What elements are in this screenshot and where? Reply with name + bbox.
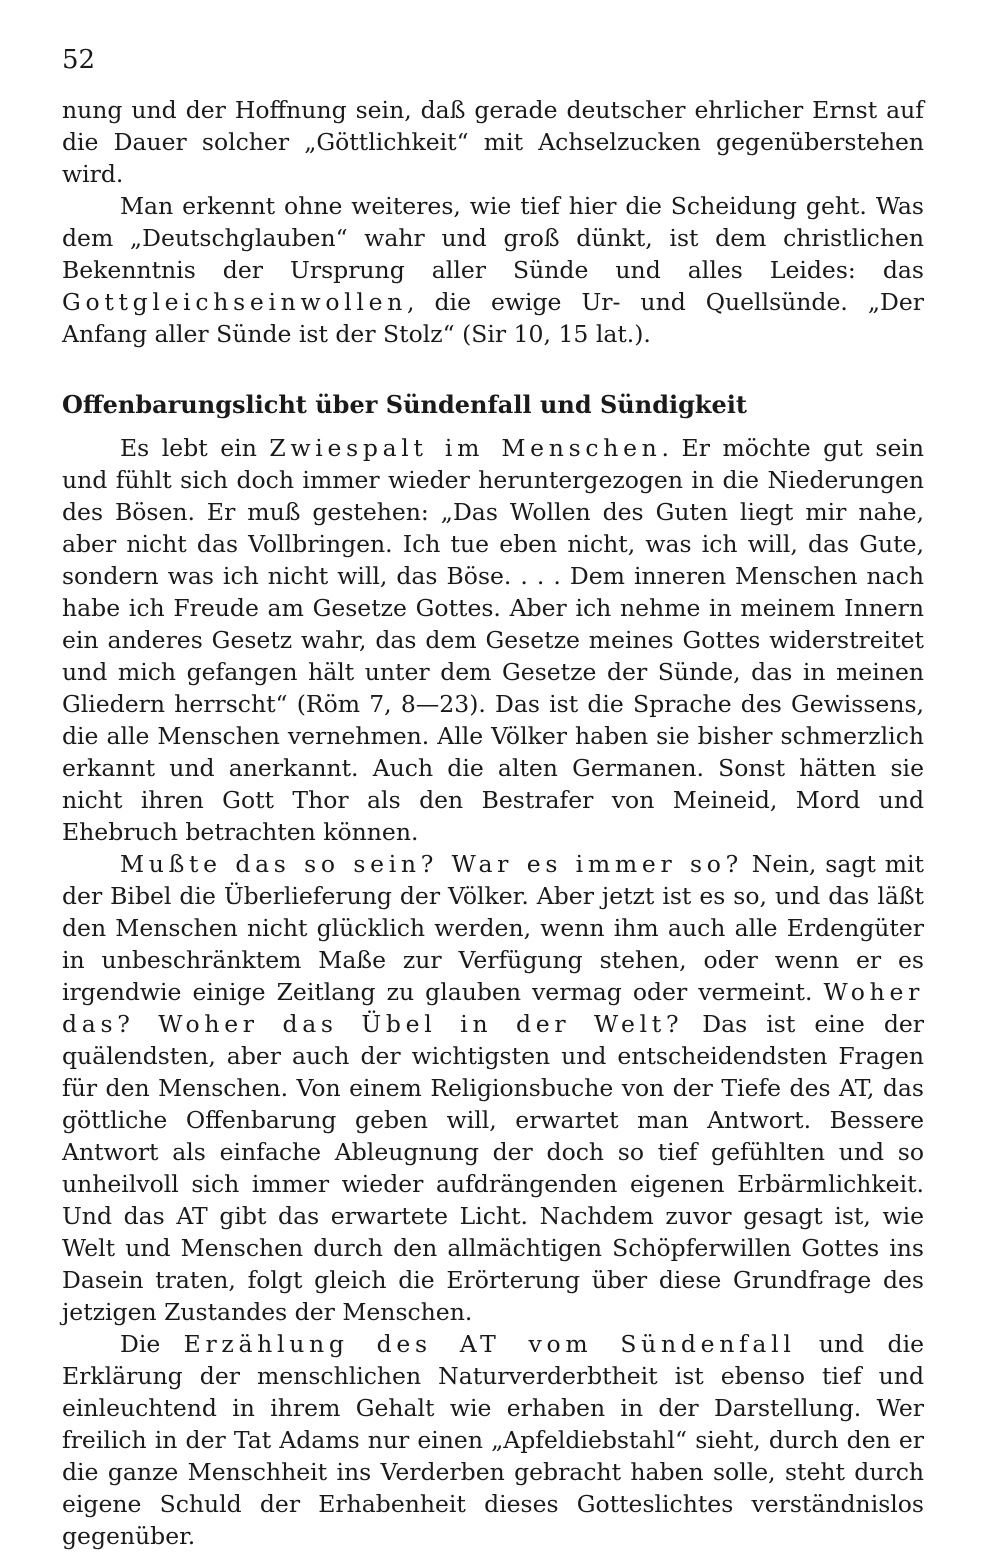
- paragraph-2-emphasis: Gottgleichseinwollen: [62, 288, 408, 316]
- paragraph-3: [62, 432, 924, 848]
- paragraph-4: [62, 848, 924, 1328]
- paragraph-4-text-a: Nein, sagt mit der Bibel die Überlieferung der Völker. Aber jetzt ist es so, und das läßt den Menschen nicht glücklich werden, wenn ihm auch alle Erdengüter in unbeschränktem Maße zur Verfügung stehen, oder wenn er es irgendwie einige Zeitlang zu glauben vermag oder vermeint.: [62, 850, 924, 1006]
- paragraph-5-text-b: und die Erklärung der menschlichen Naturverderbtheit ist ebenso tief und einleuchtend in ihrem Gehalt wie erhaben in der Darstellung. Wer freilich in der Tat Adams nur einen „Apfeldiebstahl“ sieht, durch den er die ganze Menschheit ins Verderben gebracht haben solle, steht durch eigene Schuld der Erhabenheit dieses Gotteslichtes verständnislos gegenüber.: [62, 1330, 924, 1550]
- paragraph-2-text-b: , die ewige Ur- und Quellsünde. „Der Anfang aller Sünde ist der Stolz“ (Sir 10, 15 lat.).: [62, 288, 924, 348]
- paragraph-3-text-a: Es lebt ein: [120, 434, 270, 462]
- paragraph-2: [62, 190, 924, 350]
- paragraph-3-emphasis: Zwiespalt im Menschen: [269, 434, 662, 462]
- paragraph-5-text-a: Die: [120, 1330, 184, 1358]
- paragraph-2-text-a: Man erkennt ohne weiteres, wie tief hier die Scheidung geht. Was dem „Deutschglauben“ wahr und groß dünkt, ist dem christlichen Bekenntnis der Ursprung aller Sünde und alles Leides: das: [62, 192, 924, 284]
- paragraph-1-text: nung und der Hoffnung sein, daß gerade deutscher ehrlicher Ernst auf die Dauer solcher „Göttlichkeit“ mit Achselzucken gegenüberstehen wird.: [62, 96, 924, 188]
- paragraph-5-emphasis: Erzählung des AT vom Sündenfall: [183, 1330, 796, 1358]
- paragraph-4-text-b: Das ist eine der quälendsten, aber auch der wichtigsten und entscheidendsten Fragen für den Menschen. Von einem Religionsbuche von der Tiefe des AT, das göttliche Offenbarung geben will, erwartet man Antwort. Bessere Antwort als einfache Ableugnung der doch so tief gefühlten und so unheilvoll sich immer wieder aufdrängenden eigenen Erbärmlichkeit. Und das AT gibt das erwartete Licht. Nachdem zuvor gesagt ist, wie Welt und Menschen durch den allmächtigen Schöpferwillen Gottes ins Dasein traten, folgt gleich die Erörterung über diese Grundfrage des jetzigen Zustandes der Menschen.: [62, 1010, 925, 1326]
- page-number: 52: [62, 45, 96, 75]
- paragraph-4-emphasis-a: Mußte das so sein? War es immer so?: [120, 850, 743, 878]
- paragraph-5: [62, 1328, 924, 1552]
- section-heading: Offenbarungslicht über Sündenfall und Sündigkeit: [62, 390, 747, 419]
- paragraph-3-text-b: . Er möchte gut sein und fühlt sich doch immer wieder heruntergezogen in die Niederungen des Bösen. Er muß gestehen: „Das Wollen des Guten liegt mir nahe, aber nicht das Vollbringen. Ich tue eben nicht, was ich will, das Gute, sondern was ich nicht will, das Böse. . . . Dem inneren Menschen nach habe ich Freude am Gesetze Gottes. Aber ich nehme in meinem Innern ein anderes Gesetz wahr, das dem Gesetze meines Gottes widerstreitet und mich gefangen hält unter dem Gesetze der Sünde, das in meinen Gliedern herrscht“ (Röm 7, 8—23). Das ist die Sprache des Gewissens, die alle Menschen vernehmen. Alle Völker haben sie bisher schmerzlich erkannt und anerkannt. Auch die alten Germanen. Sonst hätten sie nicht ihren Gott Thor als den Bestrafer von Meineid, Mord und Ehebruch betrachten können.: [62, 434, 924, 846]
- paragraph-1: [62, 94, 924, 190]
- paragraph-4-emphasis-b: Woher das? Woher das Übel in der Welt?: [62, 978, 924, 1038]
- book-page: [62, 40, 924, 1552]
